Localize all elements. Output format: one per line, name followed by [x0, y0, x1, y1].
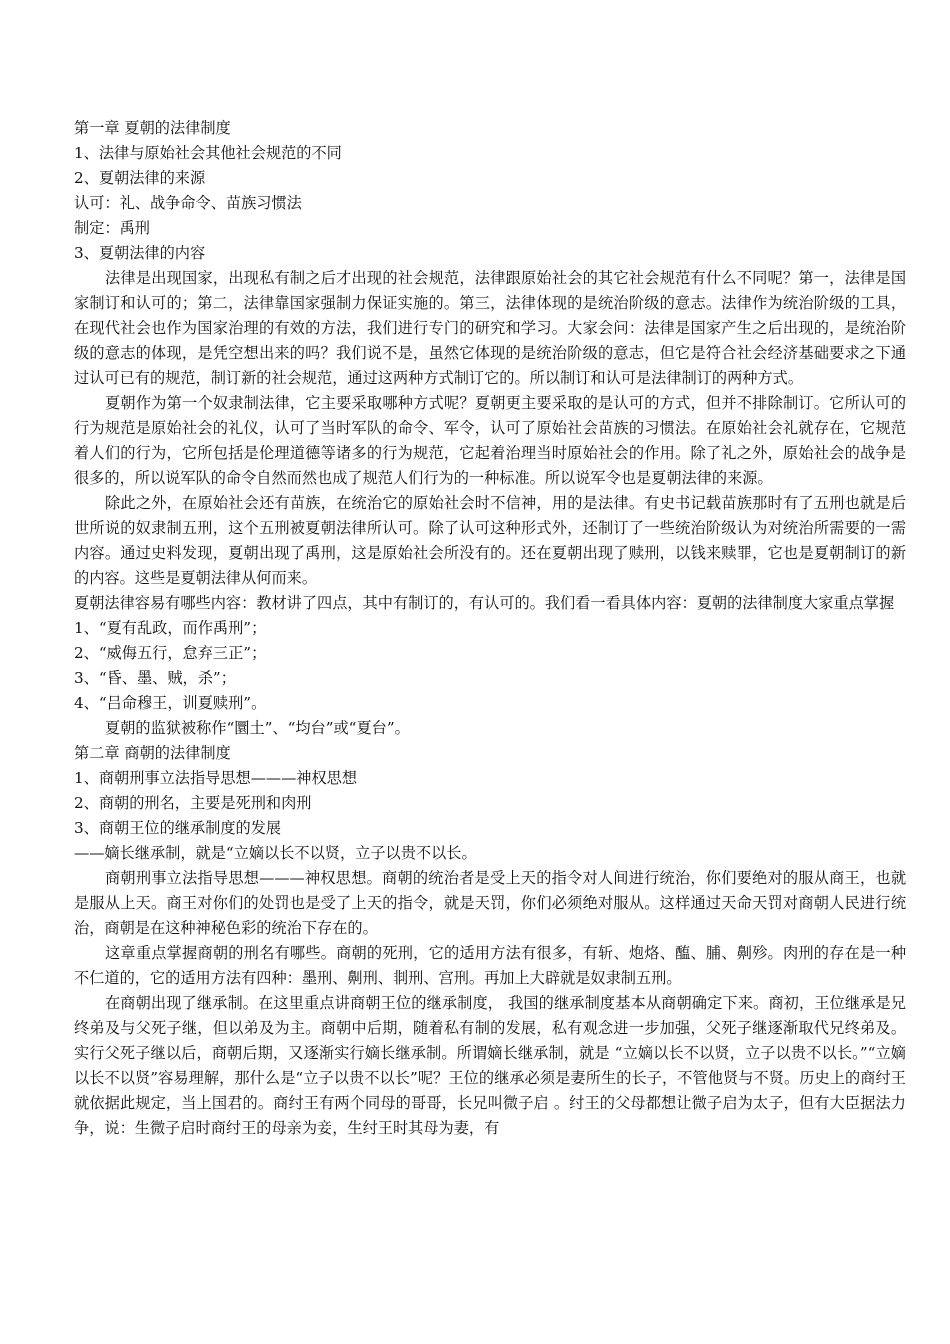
paragraph: 这章重点掌握商朝的刑名有哪些。商朝的死刑，它的适用方法有很多，有斩、炮烙、醢、脯、劓殄。肉刑的存在是一种不仁道的，它的适用方法有四种：墨刑、劓刑、剕刑、宫刑。再加上大辟就是奴隶制五刑。 — [74, 944, 906, 987]
text-line: ——嫡长继承制，就是“立嫡以长不以贤，立子以贵不以长。 — [74, 844, 477, 862]
text-line: 第二章 商朝的法律制度 — [74, 744, 231, 762]
paragraph: 夏朝法律容易有哪些内容：教材讲了四点，其中有制订的，有认可的。我们看一看具体内容：夏朝的法律制度大家重点掌握 — [74, 594, 895, 612]
document-page — [74, 116, 906, 1141]
text-line: 第一章 夏朝的法律制度 — [74, 119, 231, 137]
paragraph: 法律是出现国家，出现私有制之后才出现的社会规范，法律跟原始社会的其它社会规范有什么不同呢？第一，法律是国家制订和认可的；第二，法律靠国家强制力保证实施的。第三，法律体现的是统治阶级的意志。法律作为统治阶级的工具，在现代社会也作为国家治理的有效的方法，我们进行专门的研究和学习。大家会问：法律是国家产生之后出现的，是统治阶级的意志的体现，是凭空想出来的吗？我们说不是，虽然它体现的是统治阶级的意志，但它是符合社会经济基础要求之下通过认可已有的规范，制订新的社会规范，通过这两种方式制订它的。所以制订和认可是法律制订的两种方式。 — [74, 269, 906, 387]
paragraph: 在商朝出现了继承制。在这里重点讲商朝王位的继承制度， 我国的继承制度基本从商朝确定下来。商初，王位继承是兄终弟及与父死子继，但以弟及为主。商朝中后期，随着私有制的发展，私有观念进一步加强，父死子继逐渐取代兄终弟及。实行父死子继以后，商朝后期，又逐渐实行嫡长继承制。所谓嫡长继承制，就是 “立嫡以长不以贤，立子以贵不以长。”“立嫡以长不以贤”容易理解，那什么是“立子以贵不以长”呢？王位的继承必须是妻所生的长子，不管他贤与不贤。历史上的商纣王就依据此规定，当上国君的。商纣王有两个同母的哥哥，长兄叫微子启 。纣王的父母都想让微子启为太子，但有大臣据法力争，说：生微子启时商纣王的母亲为妾，生纣王时其母为妻，有 — [74, 994, 906, 1137]
text-line: 认可：礼、战争命令、苗族习惯法 — [74, 194, 302, 212]
paragraph: 商朝刑事立法指导思想———神权思想。商朝的统治者是受上天的指令对人间进行统治，你们要绝对的服从商王，也就是服从上天。商王对你们的处罚也是受了上天的指令，就是天罚，你们必须绝对服从。这样通过天命天罚对商朝人民进行统治，商朝是在这种神秘色彩的统治下存在的。 — [74, 869, 906, 937]
text-line: 1、法律与原始社会其他社会规范的不同 — [74, 144, 342, 162]
text-line: 2、夏朝法律的来源 — [74, 169, 206, 187]
text-line: 2、商朝的刑名，主要是死刑和肉刑 — [74, 794, 312, 812]
text-line: 1、“夏有乱政，而作禹刑”； — [74, 619, 267, 637]
text-line: 1、商朝刑事立法指导思想———神权思想 — [74, 769, 358, 787]
paragraph: 除此之外，在原始社会还有苗族，在统治它的原始社会时不信神，用的是法律。有史书记载苗族那时有了五刑也就是后世所说的奴隶制五刑，这个五刑被夏朝法律所认可。除了认可这种形式外，还制订了一些统治阶级认为对统治所需要的一需内容。通过史料发现，夏朝出现了禹刑，这是原始社会所没有的。还在夏朝出现了赎刑，以钱来赎罪，它也是夏朝制订的新的内容。这些是夏朝法律从何而来。 — [74, 494, 906, 587]
text-line: 4、“吕命穆王，训夏赎刑”。 — [74, 694, 267, 712]
text-line: 2、“威侮五行，怠弃三正”； — [74, 644, 267, 662]
paragraph: 夏朝的监狱被称作“圜土”、“均台”或“夏台”。 — [105, 719, 410, 737]
paragraph: 夏朝作为第一个奴隶制法律，它主要采取哪种方式呢？夏朝更主要采取的是认可的方式，但并不排除制订。它所认可的行为规范是原始社会的礼仪，认可了当时军队的命令、军令，认可了原始社会苗族的习惯法。在原始社会礼就存在，它规范着人们的行为，它所包括是伦理道德等诸多的行为规范，它起着治理当时原始社会的作用。除了礼之外，原始社会的战争是很多的，所以说军队的命令自然而然也成了规范人们行为的一种标准。所以说军令也是夏朝法律的来源。 — [74, 394, 906, 487]
text-line: 3、“昏、墨、贼，杀”； — [74, 669, 236, 687]
text-line: 3、商朝王位的继承制度的发展 — [74, 819, 282, 837]
text-line: 3、夏朝法律的内容 — [74, 244, 206, 262]
text-line: 制定：禹刑 — [74, 219, 150, 237]
